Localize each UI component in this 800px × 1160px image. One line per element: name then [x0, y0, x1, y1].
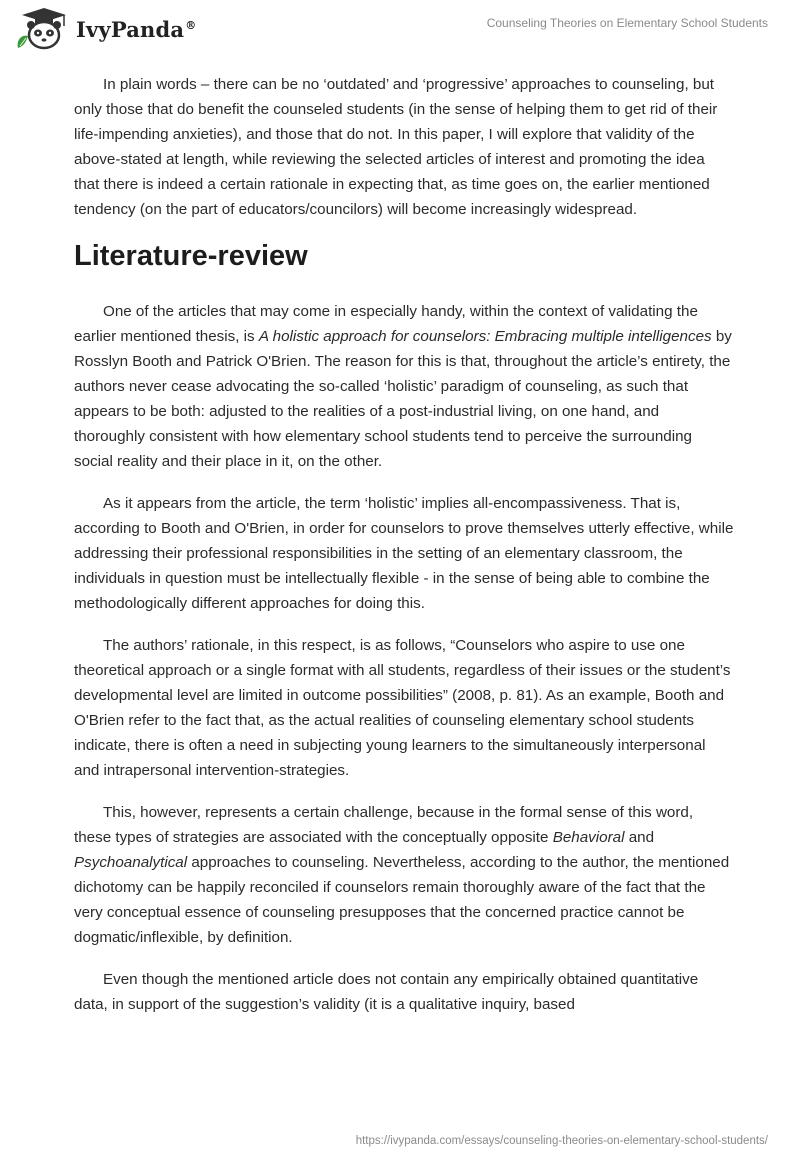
- document-title: Counseling Theories on Elementary School Students: [486, 16, 768, 30]
- panda-logo-icon: [14, 6, 72, 52]
- source-url[interactable]: https://ivypanda.com/essays/counseling-theories-on-elementary-school-students/: [355, 1135, 768, 1147]
- paragraph-3: As it appears from the article, the term ‘holistic’ implies all-encompassiveness. That is, according to Booth and O'Brien, in order for counselors to prove themselves utterly effective, while addressing their professional responsibilities in the setting of an elementary classroom, the individuals in question must be intellectually flexible - in the sense of being able to combine the methodologically different approaches for doing this.: [74, 495, 734, 612]
- article-body: [74, 72, 734, 1034]
- behavioral-emphasis: Behavioral: [552, 829, 625, 846]
- paragraph-6: Even though the mentioned article does not contain any empirically obtained quantitative data, in support of the suggestion’s validity (it is a qualitative inquiry, based: [74, 971, 699, 1013]
- paragraph-1: In plain words – there can be no ‘outdated’ and ‘progressive’ approaches to counseling, but only those that do benefit the counseled students (in the sense of helping them to get rid of their life-impending anxieties), and those that do not. In this paper, I will explore that validity of the above-stated at length, while reviewing the selected articles of interest and promoting the idea that there is indeed a certain rationale in expecting that, as time goes on, the earlier mentioned tendency (on the part of educators/councilors) will become increasingly widespread.: [74, 76, 718, 218]
- page-header: [0, 0, 800, 60]
- registered-mark: ®: [185, 18, 197, 32]
- paragraph-5: This, however, represents a certain challenge, because in the formal sense of this word, these types of strategies are associated with the conceptually opposite Behavioral and Psychoanalytical approaches to counseling. Nevertheless, according to the author, the mentioned dichotomy can be happily reconciled if counselors remain thoroughly aware of the fact that the very conceptual essence of counseling presupposes that the concerned practice cannot be dogmatic/inflexible, by definition.: [74, 804, 730, 946]
- brand-name: IvyPanda®: [76, 16, 197, 42]
- brand-logo[interactable]: [14, 6, 196, 52]
- paragraph-2: One of the articles that may come in especially handy, within the context of validating the earlier mentioned thesis, is A holistic approach for counselors: Embracing multiple intelligences by Rosslyn Booth and Patrick O'Brien. The reason for this is that, throughout the article’s entirety, the authors never cease advocating the so-called ‘holistic’ paradigm of counseling, as such that appears to be both: adjusted to the realities of a post-industrial living, on one hand, and thoroughly consistent with how elementary school students tend to perceive the surrounding social reality and their place in it, on the other.: [74, 303, 732, 470]
- paragraph-4: The authors’ rationale, in this respect, is as follows, “Counselors who aspire to use one theoretical approach or a single format with all students, regardless of their issues or the student’s developmental level are limited in outcome possibilities” (2008, p. 81). As an example, Booth and O'Brien refer to the fact that, as the actual realities of counseling elementary school students indicate, there is often a need in subjecting young learners to the simultaneously interpersonal and intrapersonal intervention-strategies.: [74, 637, 731, 779]
- section-heading: Literature-review: [74, 240, 308, 272]
- article-title-emphasis: A holistic approach for counselors: Embracing multiple intelligences: [258, 328, 712, 345]
- psychoanalytical-emphasis: Psychoanalytical: [74, 854, 188, 871]
